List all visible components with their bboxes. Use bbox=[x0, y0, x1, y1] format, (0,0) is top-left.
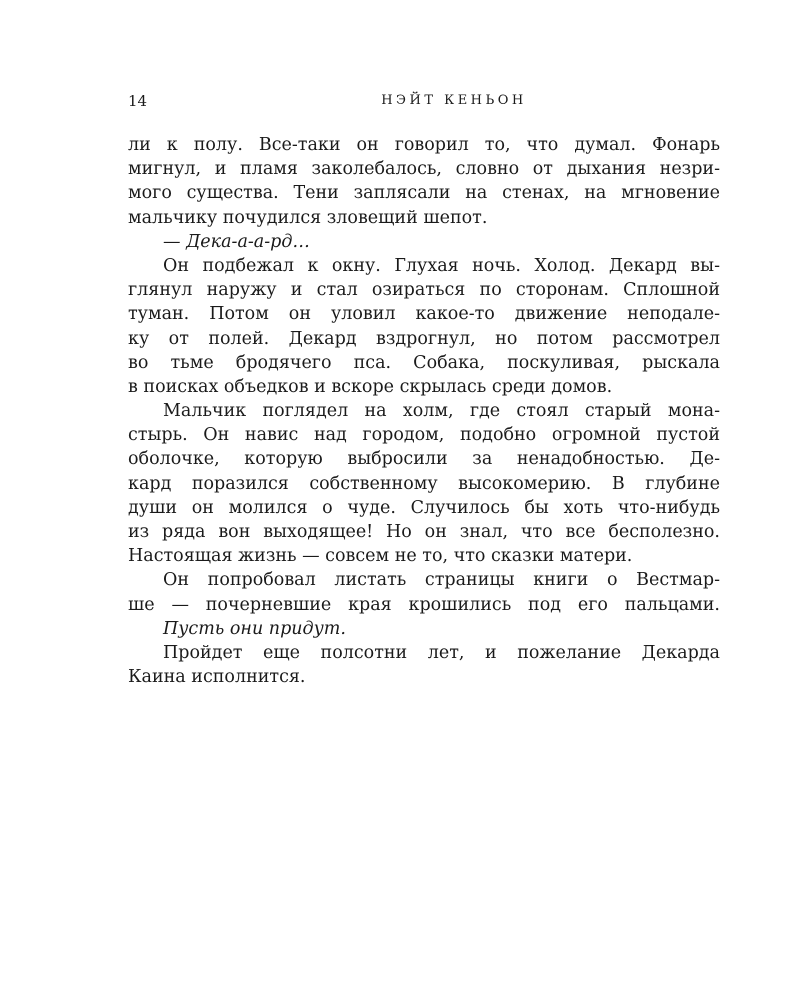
paragraph-first-line: Мальчик поглядел на холм, где стоял старый мона- bbox=[163, 401, 720, 422]
page-number: 14 bbox=[128, 92, 148, 110]
page-header bbox=[128, 90, 720, 112]
italic-dialogue-line: — Дека-а-а-рд… bbox=[163, 231, 310, 252]
text-line: кард поразился собственному высокомерию. В глубине bbox=[128, 473, 720, 494]
body-text bbox=[128, 133, 720, 689]
text-line: мигнул, и пламя заколебалось, словно от дыхания незри- bbox=[128, 159, 720, 180]
text-line: ше — почерневшие края крошились под его пальцами. bbox=[128, 594, 720, 615]
text-line: ли к полу. Все-таки он говорил то, что думал. Фонарь bbox=[128, 135, 720, 155]
running-head-author: НЭЙТ КЕНЬОН bbox=[381, 93, 527, 108]
text-line: оболочке, которую выбросили за ненадобностью. Де- bbox=[128, 449, 720, 470]
text-line: во тьме бродячего пса. Собака, поскуливая, рыскала bbox=[128, 352, 720, 373]
text-line: глянул наружу и стал озираться по сторонам. Сплошной bbox=[128, 280, 720, 301]
italic-thought-line: Пусть они придут. bbox=[163, 618, 346, 639]
text-line: души он молился о чуде. Случилось бы хоть что-нибудь bbox=[128, 497, 720, 518]
text-line: мальчику почудился зловещий шепот. bbox=[128, 207, 488, 228]
paragraph-first-line: Он подбежал к окну. Глухая ночь. Холод. Декард вы- bbox=[163, 255, 720, 276]
text-line: мого существа. Тени заплясали на стенах, на мгновение bbox=[128, 183, 720, 204]
text-line: из ряда вон выходящее! Но он знал, что все бесполезно. bbox=[128, 522, 720, 542]
text-line: Настоящая жизнь — совсем не то, что сказки матери. bbox=[128, 546, 633, 567]
text-line: в поисках объедков и вскоре скрылась среди домов. bbox=[128, 376, 613, 397]
paragraph-first-line: Пройдет еще полсотни лет, и пожелание Декарда bbox=[163, 642, 720, 663]
paragraph-first-line: Он попробовал листать страницы книги о Вестмар- bbox=[163, 570, 720, 591]
text-line: туман. Потом он уловил какое-то движение неподале- bbox=[128, 304, 720, 325]
text-line: ку от полей. Декард вздрогнул, но потом рассмотрел bbox=[128, 328, 720, 349]
text-line: Каина исполнится. bbox=[128, 667, 306, 688]
text-line: стырь. Он навис над городом, подобно огромной пустой bbox=[128, 425, 720, 446]
